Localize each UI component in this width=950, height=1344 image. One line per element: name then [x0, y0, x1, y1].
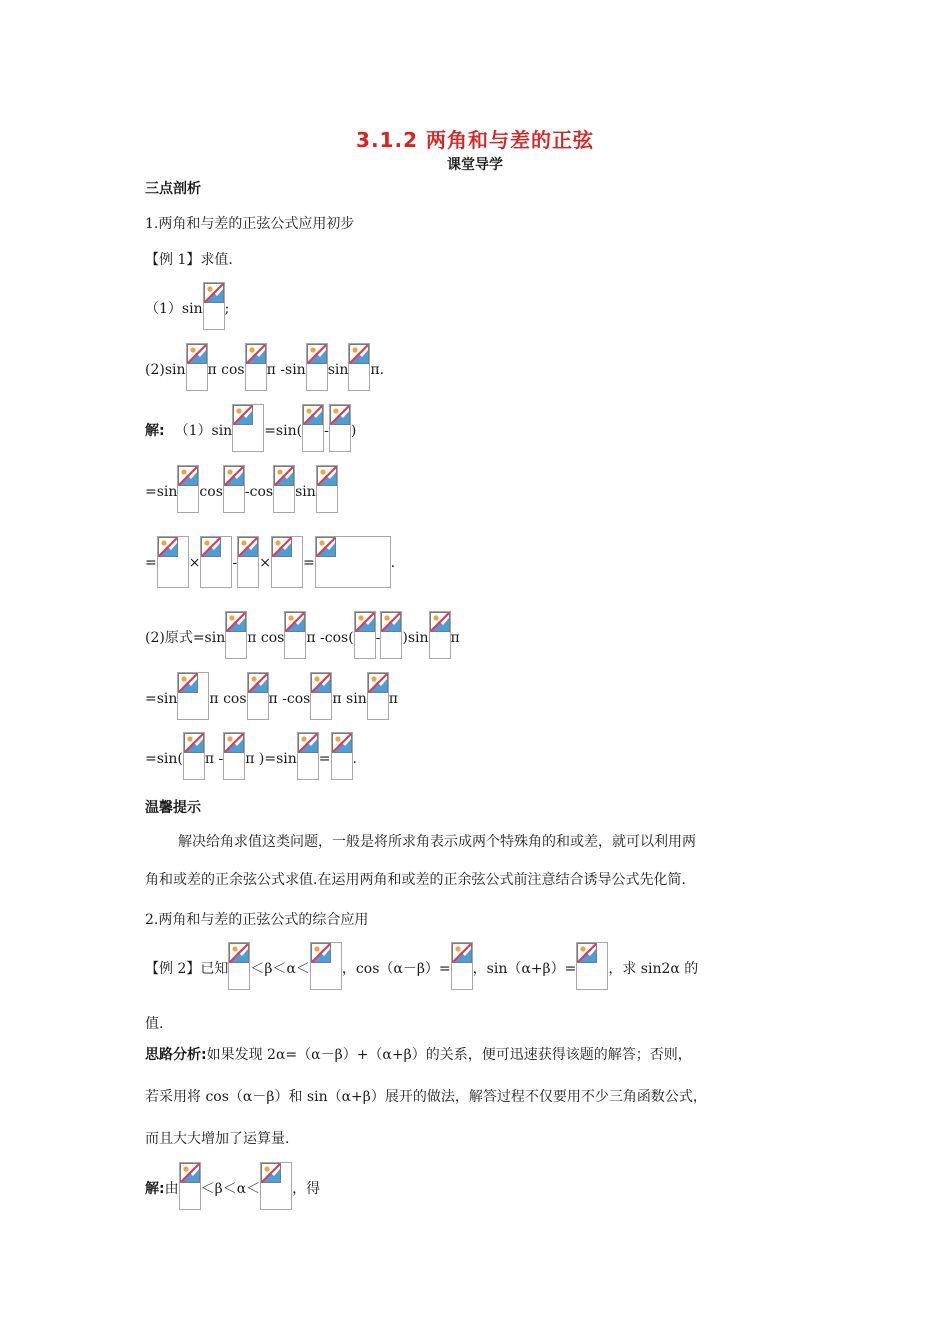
equation-text: (2)sin	[145, 362, 186, 378]
broken-image-icon	[179, 1162, 201, 1210]
broken-image-icon	[225, 611, 247, 659]
equation-text: （1）sin	[174, 423, 233, 439]
broken-image-icon	[200, 536, 232, 588]
equation-text: )sin	[402, 630, 429, 646]
broken-image-icon	[177, 672, 209, 720]
equation-line	[145, 1162, 320, 1210]
equation-line	[145, 942, 698, 990]
example-tail: 值.	[145, 1016, 164, 1032]
equation-line	[145, 536, 395, 588]
equation-text: =	[145, 555, 157, 571]
broken-image-icon	[306, 343, 328, 391]
equation-text: π )=sin	[245, 751, 297, 767]
broken-image-icon	[429, 611, 451, 659]
broken-image-icon	[223, 732, 245, 780]
equation-text: -	[232, 555, 238, 571]
equation-text: π -cos	[268, 691, 311, 707]
equation-text: ，sin（α+β）=	[472, 961, 577, 977]
equation-text: ＜β＜α＜	[200, 1181, 261, 1197]
broken-image-icon	[380, 611, 402, 659]
analysis-paragraph	[145, 1036, 692, 1074]
equation-text: ×	[259, 555, 271, 571]
solution-label: 解:	[145, 1181, 165, 1197]
solution-label: 解:	[145, 423, 165, 439]
equation-text: π cos	[209, 691, 247, 707]
broken-image-icon	[367, 672, 389, 720]
equation-text: π	[450, 630, 460, 646]
equation-text: (2)原式=sin	[145, 630, 226, 646]
broken-image-icon	[247, 672, 269, 720]
broken-image-icon	[228, 942, 250, 990]
equation-text: cos	[199, 484, 223, 500]
equation-line	[145, 465, 338, 513]
broken-image-icon	[260, 1162, 292, 1210]
broken-image-icon	[183, 732, 205, 780]
example-heading: 【例 1】求值.	[145, 252, 233, 268]
broken-image-icon	[223, 465, 245, 513]
broken-image-icon	[203, 282, 225, 330]
equation-text: π -cos(	[306, 630, 354, 646]
point-heading: 2.两角和与差的正弦公式的综合应用	[145, 912, 369, 928]
broken-image-icon	[157, 536, 189, 588]
page-subtitle: 课堂导学	[447, 157, 503, 173]
equation-text: sin	[327, 362, 349, 378]
equation-line	[145, 672, 398, 720]
page-title: 3.1.2 两角和与差的正弦	[356, 128, 594, 152]
equation-text: π	[388, 691, 398, 707]
broken-image-icon	[451, 942, 473, 990]
equation-text: π -sin	[266, 362, 306, 378]
broken-image-icon	[315, 536, 391, 588]
equation-text: ，cos（α－β）=	[341, 961, 451, 977]
broken-image-icon	[177, 465, 199, 513]
analysis-paragraph: 若采用将 cos（α－β）和 sin（α+β）展开的做法，解答过程不仅要用不少三角函数公式，	[145, 1089, 707, 1105]
equation-line	[145, 611, 460, 659]
equation-text: 【例 2】已知	[145, 961, 229, 977]
broken-image-icon	[316, 465, 338, 513]
equation-line	[145, 343, 384, 391]
equation-text: π sin	[332, 691, 367, 707]
broken-image-icon	[297, 732, 319, 780]
equation-text: （1）sin	[145, 301, 203, 317]
broken-image-icon	[576, 942, 608, 990]
equation-text: ;	[224, 301, 230, 317]
equation-text: 由	[164, 1181, 179, 1197]
broken-image-icon	[232, 404, 264, 452]
equation-text: π.	[370, 362, 385, 378]
tips-paragraph: 角和或差的正余弦公式求值.在运用两角和或差的正余弦公式前注意结合诱导公式先化简.	[145, 872, 686, 888]
broken-image-icon	[348, 343, 370, 391]
equation-text: π cos	[207, 362, 245, 378]
point-heading: 1.两角和与差的正弦公式应用初步	[145, 216, 355, 232]
broken-image-icon	[186, 343, 208, 391]
equation-text: )	[350, 423, 357, 439]
broken-image-icon	[310, 942, 342, 990]
equation-text: ，得	[292, 1181, 321, 1197]
equation-text: =sin	[145, 691, 178, 707]
equation-text: =sin	[145, 484, 178, 500]
equation-line	[145, 404, 356, 452]
equation-text: .	[390, 555, 396, 571]
tips-paragraph: 解决给角求值这类问题，一般是将所求角表示成两个特殊角的和或差，就可以利用两	[178, 834, 696, 850]
broken-image-icon	[302, 404, 324, 452]
analysis-text: 如果发现 2α=（α－β）+（α+β）的关系，便可迅速获得该题的解答；否则，	[206, 1047, 692, 1063]
equation-text: -	[375, 630, 381, 646]
broken-image-icon	[310, 672, 332, 720]
broken-image-icon	[271, 536, 303, 588]
analysis-paragraph: 而且大大增加了运算量.	[145, 1131, 290, 1147]
equation-text: sin	[295, 484, 316, 500]
broken-image-icon	[331, 732, 353, 780]
equation-text: -	[324, 423, 329, 439]
equation-text: π -	[204, 751, 224, 767]
broken-image-icon	[237, 536, 259, 588]
broken-image-icon	[329, 404, 351, 452]
broken-image-icon	[354, 611, 376, 659]
equation-text: =sin(	[145, 751, 183, 767]
equation-text: =	[302, 555, 315, 571]
equation-text: .	[352, 751, 357, 767]
equation-text: ×	[188, 555, 201, 571]
equation-text: ＜β＜α＜	[250, 961, 310, 977]
broken-image-icon	[284, 611, 306, 659]
section-heading: 三点剖析	[145, 181, 201, 197]
broken-image-icon	[245, 343, 267, 391]
equation-text: ，求 sin2α 的	[608, 961, 699, 977]
tips-heading: 温馨提示	[145, 800, 201, 816]
equation-line	[145, 282, 229, 330]
equation-text: π cos	[247, 630, 285, 646]
equation-text: =	[318, 751, 331, 767]
broken-image-icon	[273, 465, 295, 513]
equation-text: =sin(	[264, 423, 303, 439]
analysis-label: 思路分析:	[145, 1047, 207, 1063]
equation-line	[145, 732, 357, 780]
equation-text: -cos	[244, 484, 274, 500]
